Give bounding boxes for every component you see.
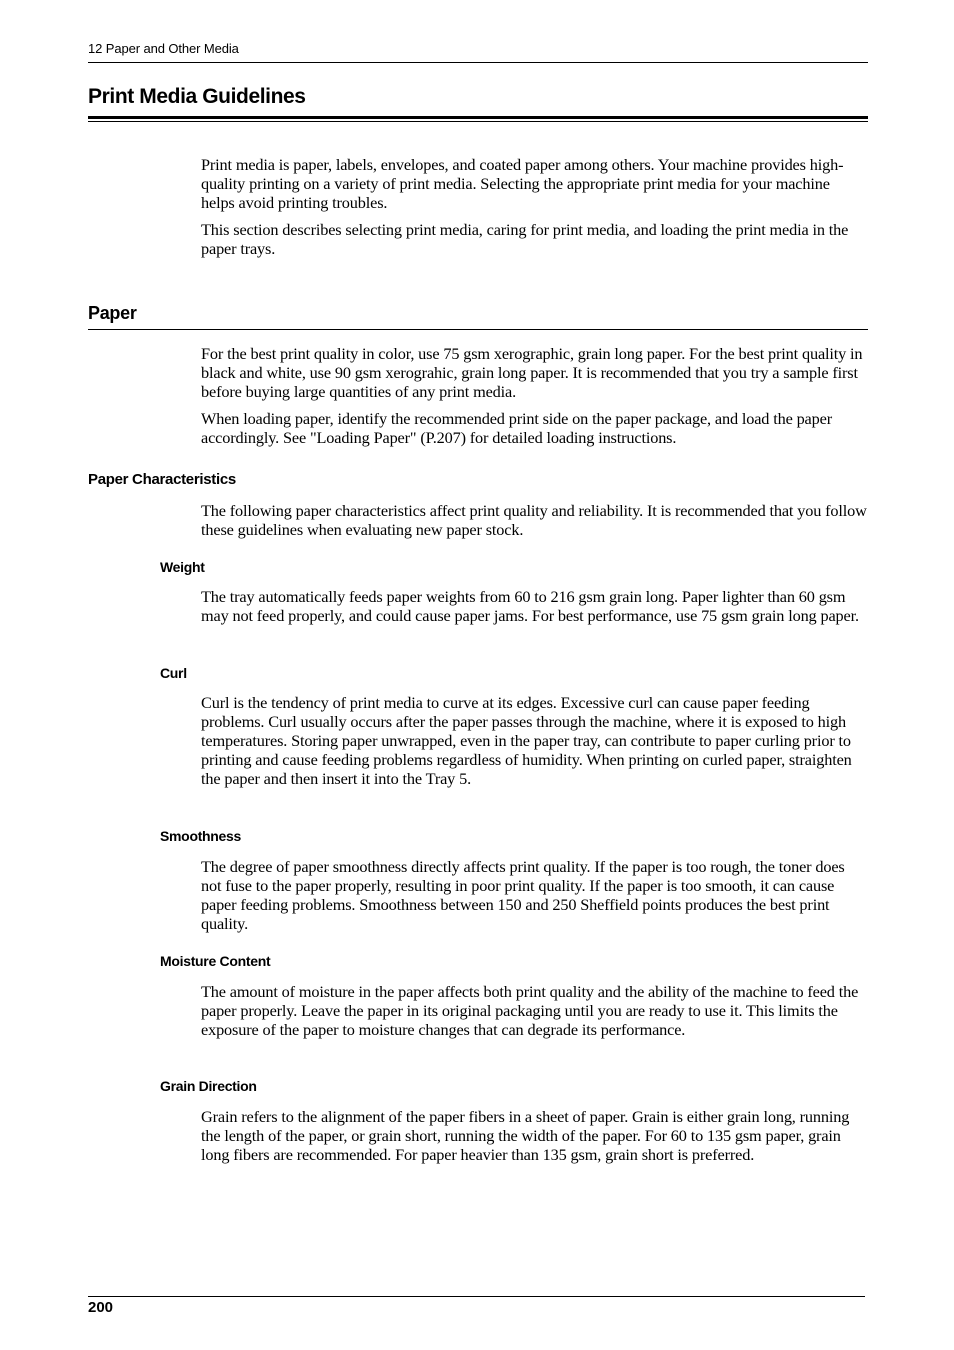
footer-rule: [88, 1296, 865, 1297]
heading-grain-direction: Grain Direction: [160, 1078, 257, 1094]
section-rule: [88, 329, 868, 330]
moisture-paragraph: The amount of moisture in the paper affects both print quality and the ability of the machine to feed the paper properly. Leave the paper in its original packaging until you are ready to use it. This limits the exposure of the paper to moisture changes that can degrade its performance.: [201, 982, 859, 1039]
header-rule: [88, 62, 868, 63]
grain-paragraph: Grain refers to the alignment of the paper fibers in a sheet of paper. Grain is either grain long, running the length of the paper, or grain short, running the width of the paper. For 60 to 135 gsm paper, grain long fibers are recommended. For paper heavier than 135 gsm, grain short is preferred.: [201, 1107, 850, 1164]
heading-curl: Curl: [160, 665, 187, 681]
heading-weight: Weight: [160, 559, 205, 575]
weight-paragraph: The tray automatically feeds paper weights from 60 to 216 gsm grain long. Paper lighter than 60 gsm may not feed properly, and could cause paper jams. For best performance, use 75 gsm grain long paper.: [201, 587, 859, 625]
smoothness-paragraph: The degree of paper smoothness directly affects print quality. If the paper is too rough, the toner does not fuse to the paper properly, resulting in poor print quality. If the paper is too smooth, it can cause paper feeding problems. Smoothness between 150 and 250 Sheffield points produces the best print quality.: [201, 857, 845, 933]
paper-paragraph-1: For the best print quality in color, use 75 gsm xerographic, grain long paper. For the best print quality in black and white, use 90 gsm xerograhic, grain long paper. It is recommended that you try a sample first before buying large quantities of any print media.: [201, 344, 863, 401]
characteristics-intro: The following paper characteristics affect print quality and reliability. It is recommended that you follow these guidelines when evaluating new paper stock.: [201, 501, 867, 539]
page-title: Print Media Guidelines: [88, 85, 306, 108]
intro-paragraph-1: Print media is paper, labels, envelopes, and coated paper among others. Your machine provides high-quality printing on a variety of print media. Selecting the appropriate print media for your machine helps avoid printing troubles.: [201, 155, 844, 212]
subsection-heading-paper-characteristics: Paper Characteristics: [88, 471, 236, 488]
heading-moisture-content: Moisture Content: [160, 953, 271, 969]
page-number: 200: [88, 1299, 114, 1316]
intro-paragraph-2: This section describes selecting print media, caring for print media, and loading the print media in the paper trays.: [201, 220, 849, 258]
paper-paragraph-2: When loading paper, identify the recommended print side on the paper package, and load the paper accordingly. See "Loading Paper" (P.207) for detailed loading instructions.: [201, 409, 832, 447]
section-heading-paper: Paper: [88, 303, 137, 323]
running-header: 12 Paper and Other Media: [88, 41, 239, 56]
curl-paragraph: Curl is the tendency of print media to curve at its edges. Excessive curl can cause paper feeding problems. Curl usually occurs after the paper passes through the machine, where it is exposed to high temperatures. Storing paper unwrapped, even in the paper tray, can contribute to paper curling prior to printing and cause feeding problems regardless of humidity. When printing on curled paper, straighten the paper and then insert it into the Tray 5.: [201, 693, 852, 788]
title-rule: [88, 116, 868, 122]
heading-smoothness: Smoothness: [160, 828, 242, 844]
